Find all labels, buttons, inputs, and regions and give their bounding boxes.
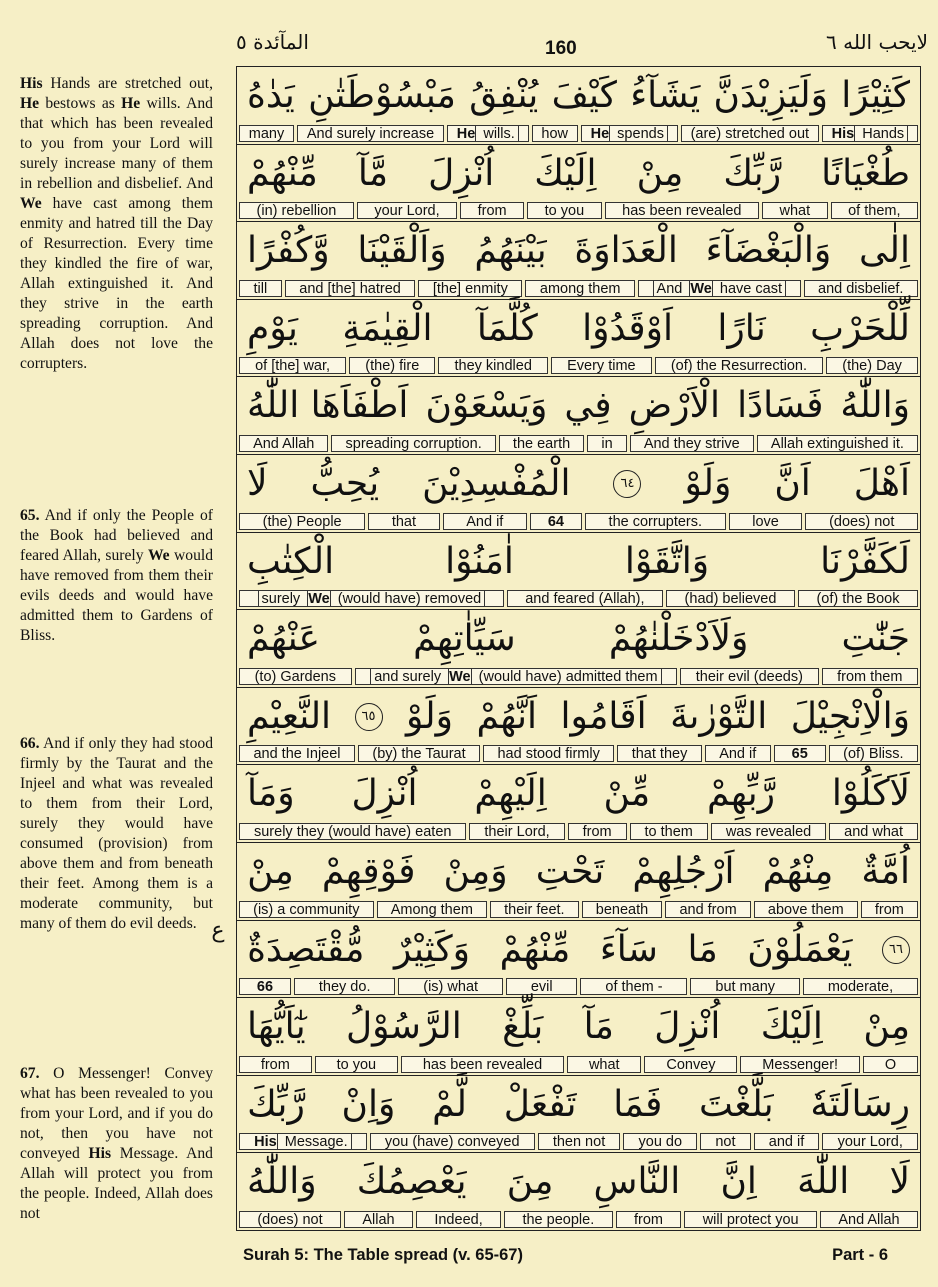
arabic-word: يَعْصِمُكَ [356, 1161, 467, 1203]
translation-line [237, 357, 920, 374]
arabic-word: لَكَفَّرْنَا [820, 540, 910, 582]
word-translation-cell: evil [506, 978, 578, 995]
word-translation-cell: but many [690, 978, 799, 995]
arabic-word: وَالْاِنْجِيْلَ [790, 695, 910, 737]
arabic-word: اِلَيْهِمْ [474, 773, 547, 815]
arabic-word: وَلَيَزِيْدَنَّ [713, 75, 828, 116]
grid-row [237, 843, 920, 921]
word-translation-cell: that they [617, 745, 701, 762]
word-translation-cell: from [460, 202, 524, 219]
text-segment: Message. And Allah will protect you from the people. Indeed, Allah does not [20, 1145, 213, 1222]
translation-line [237, 125, 920, 142]
word-translation-cell: and from [665, 901, 750, 918]
text-segment: wills. And that which has been revealed to you from your Lord will surely increase many of them in rebellion and disbelief. And [20, 95, 213, 192]
word-translation-cell: from [616, 1211, 682, 1228]
word-translation-cell: beneath [582, 901, 663, 918]
header-surah-name: المآئدة ٥ [236, 30, 309, 54]
word-translation-cell: to you [527, 202, 602, 219]
translation-line [237, 435, 920, 452]
word-translation-cell: of them - [580, 978, 687, 995]
arabic-word: الْاَرْضِ [628, 385, 721, 427]
word-translation-cell: of [the] war, [239, 357, 346, 374]
verse-65-translation [20, 506, 213, 646]
arabic-word: سَيِّاٰتِهِمْ [413, 618, 516, 660]
word-translation-cell: (by) the Taurat [358, 745, 480, 762]
grid-row [237, 1153, 920, 1231]
word-by-word-grid [236, 66, 921, 1231]
word-translation-cell: and if [754, 1133, 820, 1150]
word-translation-cell: (of) the Book [798, 590, 918, 607]
translation-line [237, 978, 920, 995]
word-translation-cell: moderate, [803, 978, 918, 995]
translation-line [237, 590, 920, 607]
word-translation-cell: (does) not [805, 513, 918, 530]
arabic-word: الْكِتٰبِ [247, 540, 335, 582]
arabic-word: مَّآ [357, 152, 389, 194]
arabic-word: مِنَ [506, 1161, 554, 1203]
arabic-line [237, 610, 920, 668]
arabic-word: لِّلْحَرْبِ [810, 307, 910, 349]
arabic-line [237, 145, 920, 203]
arabic-word: يَدٰهُ [247, 75, 295, 116]
arabic-word: اِلٰى [859, 230, 910, 272]
arabic-word: مَآ [583, 1006, 614, 1048]
word-translation-cell: And We have cast [638, 280, 800, 297]
arabic-word: وَمِنْ [443, 850, 508, 892]
grid-row [237, 377, 920, 455]
grid-row [237, 455, 920, 533]
arabic-word: يُحِبُّ [310, 462, 380, 504]
arabic-word: اَرْجُلِهِمْ [632, 850, 735, 892]
translation-line [237, 513, 920, 530]
grid-row [237, 688, 920, 766]
word-translation-cell: and disbelief. [804, 280, 919, 297]
word-translation-cell: (of) Bliss. [829, 745, 918, 762]
arabic-word: الرَّسُوْلُ [345, 1006, 462, 1048]
word-translation-cell: And Allah [820, 1211, 918, 1228]
word-translation-cell: you do [623, 1133, 697, 1150]
word-translation-cell: you (have) conveyed [370, 1133, 535, 1150]
word-translation-cell: that [368, 513, 439, 530]
arabic-word: رَّبِّكَ [247, 1083, 305, 1125]
word-translation-cell: and what [829, 823, 918, 840]
arabic-word: رَّبِّكَ [723, 152, 782, 194]
text-segment: would have removed from them their evils deeds and would have admitted them to Gardens of Bliss. [20, 547, 213, 644]
arabic-word: لَا [247, 462, 268, 504]
arabic-word: اِلَيْكَ [760, 1006, 823, 1048]
arabic-word: وَاتَّقَوْا [624, 540, 710, 582]
arabic-word: وَاِنْ [341, 1083, 396, 1125]
arabic-word: اُمَّةٌ [861, 850, 910, 892]
arabic-word: اَوْقَدُوْا [582, 307, 673, 349]
arabic-word: الْقِيٰمَةِ [342, 307, 433, 349]
arabic-word: الْعَدَاوَةَ [574, 230, 678, 272]
arabic-line [237, 222, 920, 280]
arabic-word: يَوْمِ [247, 307, 298, 349]
translation-line [237, 668, 920, 685]
arabic-word: مِنْ [247, 850, 294, 892]
word-translation-cell: your Lord, [822, 1133, 918, 1150]
arabic-word: التَّوْرٰىةَ [670, 695, 768, 737]
header-juz-name: لايحب الله ٦ [826, 30, 928, 54]
word-translation-cell: spreading corruption. [331, 435, 495, 452]
translation-line [237, 901, 920, 918]
word-translation-cell: and surely We (would have) admitted them [355, 668, 678, 685]
arabic-line [237, 688, 920, 746]
word-translation-cell: and feared (Allah), [507, 590, 663, 607]
word-translation-cell: the earth [499, 435, 584, 452]
arabic-word: مِّنْ [603, 773, 651, 815]
arabic-word: يُنْفِقُ [469, 75, 539, 116]
translation-line [237, 1211, 920, 1228]
arabic-word: اللّٰهَ [797, 1161, 850, 1203]
arabic-word: مُّقْتَصِدَةٌ [247, 928, 365, 970]
word-translation-cell: their evil (deeds) [680, 668, 818, 685]
word-translation-cell: had stood firmly [483, 745, 614, 762]
word-translation-cell: of them, [831, 202, 918, 219]
arabic-word: لَا [889, 1161, 910, 1203]
word-translation-cell: to you [315, 1056, 398, 1073]
word-translation-cell: surely they (would have) eaten [239, 823, 466, 840]
word-translation-cell: (does) not [239, 1211, 341, 1228]
word-translation-cell: has been revealed [401, 1056, 564, 1073]
footer-surah-title: Surah 5: The Table spread (v. 65-67) [243, 1246, 523, 1264]
arabic-line [237, 1076, 920, 1134]
text-segment: He [121, 95, 141, 112]
verse-67-translation [20, 1064, 213, 1224]
word-translation-cell: Allah extinguished it. [757, 435, 918, 452]
arabic-word: اَقَامُوا [560, 695, 647, 737]
verse-end-marker: ٦٥ [355, 703, 383, 731]
arabic-word: لَاَكَلُوْا [831, 773, 910, 815]
arabic-word: اَنَّ [774, 462, 811, 504]
arabic-word: مِنْ [863, 1006, 910, 1048]
word-translation-cell: they do. [294, 978, 395, 995]
word-translation-cell: Among them [377, 901, 487, 918]
arabic-line [237, 300, 920, 358]
grid-row [237, 67, 920, 145]
word-translation-cell: till [239, 280, 282, 297]
arabic-word: بَلَّغْتَ [698, 1083, 774, 1125]
arabic-word: وَالْبَغْضَآءَ [705, 230, 832, 272]
verse-66-translation [20, 734, 213, 934]
arabic-word: مِنْهُمْ [762, 850, 834, 892]
translation-line [237, 823, 920, 840]
word-translation-cell: (in) rebellion [239, 202, 354, 219]
arabic-line [237, 921, 920, 979]
arabic-word: وَكَثِيْرٌ [393, 928, 471, 970]
word-translation-cell: surely We (would have) removed [239, 590, 504, 607]
arabic-word: وَيَسْعَوْنَ [425, 385, 548, 427]
word-translation-cell: what [762, 202, 828, 219]
arabic-word: فَسَادًا [737, 385, 824, 427]
arabic-word: اَطْفَاَهَا اللّٰهُ [247, 385, 409, 427]
footer-part: Part - 6 [832, 1246, 888, 1264]
word-translation-cell: they kindled [438, 357, 548, 374]
arabic-word: رِسَالَتَهٗ [810, 1083, 910, 1125]
word-translation-cell: Convey [644, 1056, 737, 1073]
word-translation-cell: Indeed, [416, 1211, 501, 1228]
arabic-word: مِنْ [636, 152, 684, 194]
word-translation-cell: And if [443, 513, 527, 530]
arabic-word: اَنَّهُمْ [476, 695, 538, 737]
arabic-word: وَاللّٰهُ [840, 385, 910, 427]
grid-row [237, 300, 920, 378]
arabic-word: اُنْزِلَ [654, 1006, 721, 1048]
arabic-line [237, 998, 920, 1056]
word-translation-cell: Allah [344, 1211, 413, 1228]
translation-line [237, 202, 920, 219]
translation-line [237, 280, 920, 297]
arabic-word: بَيْنَهُمُ [474, 230, 547, 272]
verse-64-translation [20, 74, 213, 374]
grid-row [237, 998, 920, 1076]
word-translation-cell: to them [630, 823, 708, 840]
arabic-line [237, 843, 920, 901]
word-translation-cell: (are) stretched out [681, 125, 819, 142]
arabic-word: لَّمْ [432, 1083, 467, 1125]
text-segment: His [20, 75, 43, 92]
word-translation-cell: in [587, 435, 626, 452]
verse-end-marker: ٦٤ [613, 470, 641, 498]
word-translation-cell: (to) Gardens [239, 668, 352, 685]
arabic-word: فَوْقِهِمْ [321, 850, 416, 892]
arabic-word: اُنْزِلَ [351, 773, 418, 815]
word-translation-cell: then not [538, 1133, 621, 1150]
page-number: 160 [545, 38, 577, 59]
arabic-word: تَحْتِ [535, 850, 605, 892]
arabic-word: سَآءَ [599, 928, 658, 970]
arabic-word: مِّنْهُمْ [499, 928, 571, 970]
word-translation-cell: (is) what [398, 978, 503, 995]
arabic-word: جَنّٰتِ [841, 618, 910, 660]
word-translation-cell: what [567, 1056, 641, 1073]
word-translation-cell: O [863, 1056, 918, 1073]
ruku-mark: ع [211, 918, 225, 943]
arabic-word: بَلِّغْ [502, 1006, 544, 1048]
arabic-word: اِلَيْكَ [534, 152, 597, 194]
arabic-word: كَثِيْرًا [841, 75, 910, 116]
text-segment: 67. [20, 1065, 40, 1082]
arabic-word: رَّبِّهِمْ [707, 773, 775, 815]
word-translation-cell: (the) Day [826, 357, 918, 374]
arabic-word: فَمَا [613, 1083, 663, 1125]
grid-row [237, 533, 920, 611]
arabic-word: عَنْهُمْ [247, 618, 320, 660]
arabic-word: فِي [564, 385, 612, 427]
word-translation-cell: the corrupters. [585, 513, 726, 530]
arabic-word: وَلَوْ [684, 462, 732, 504]
word-translation-cell: will protect you [684, 1211, 817, 1228]
text-segment: He [20, 95, 40, 112]
text-segment: And if only they had stood firmly by the Taurat and the Injeel and what was revealed to them from their Lord, surely they would have consumed (provision) from above them and from beneath their feet. Among them is a moderate community, but many of them do evil deeds. [20, 735, 213, 932]
word-translation-cell: Every time [551, 357, 652, 374]
grid-row [237, 145, 920, 223]
verse-number-cell: 66 [239, 978, 291, 995]
arabic-word: اٰمَنُوْا [445, 540, 514, 582]
text-segment: Hands are stretched out, [42, 75, 213, 92]
arabic-word: الْمُفْسِدِيْنَ [422, 462, 571, 504]
arabic-word: يٰٓاَيُّهَا [247, 1006, 306, 1048]
arabic-word: وَلَاَدْخَلْنٰهُمْ [608, 618, 749, 660]
text-segment: bestows as [39, 95, 122, 112]
word-translation-cell: (had) believed [666, 590, 795, 607]
arabic-word: مِّنْهُمْ [247, 152, 318, 194]
arabic-line [237, 1153, 920, 1211]
word-translation-cell: And they strive [630, 435, 754, 452]
word-translation-cell: Messenger! [740, 1056, 860, 1073]
word-translation-cell: from [568, 823, 627, 840]
grid-row [237, 222, 920, 300]
arabic-word: تَفْعَلْ [503, 1083, 577, 1125]
arabic-word: وَلَوْ [406, 695, 453, 737]
arabic-word: اِنَّ [720, 1161, 757, 1203]
word-translation-cell: from them [822, 668, 918, 685]
text-segment: We [20, 195, 42, 212]
translation-line [237, 745, 920, 762]
arabic-word: وَمَآ [247, 773, 295, 815]
verse-number-cell: 65 [774, 745, 826, 762]
grid-row [237, 921, 920, 999]
word-translation-cell: [the] enmity [418, 280, 522, 297]
arabic-word: كَيْفَ [551, 75, 617, 116]
arabic-line [237, 533, 920, 591]
arabic-word: وَاَلْقَيْنَا [357, 230, 447, 272]
text-segment: And if only the People of the Book had believed and feared Allah, surely [20, 507, 213, 564]
verse-number-cell: 64 [530, 513, 582, 530]
arabic-word: مَا [687, 928, 718, 970]
word-translation-cell: above them [754, 901, 858, 918]
word-translation-cell: the people. [504, 1211, 613, 1228]
arabic-word: كُلَّمَآ [476, 307, 538, 349]
arabic-word: مَبْسُوْطَتٰنِ [308, 75, 456, 116]
word-translation-cell: how [532, 125, 578, 142]
word-translation-cell: and [the] hatred [285, 280, 416, 297]
text-segment: 66. [20, 735, 40, 752]
arabic-word: يَشَآءُ [630, 75, 701, 116]
word-translation-cell: was revealed [711, 823, 826, 840]
word-translation-cell: And Allah [239, 435, 328, 452]
word-translation-cell: (is) a community [239, 901, 374, 918]
word-translation-cell: their feet. [490, 901, 579, 918]
arabic-line [237, 765, 920, 823]
arabic-word: النَّاسِ [593, 1161, 681, 1203]
word-translation-cell: (the) fire [349, 357, 435, 374]
word-translation-cell: love [729, 513, 803, 530]
word-translation-cell: many [239, 125, 294, 142]
word-translation-cell: He spends [581, 125, 678, 142]
word-translation-cell: and the Injeel [239, 745, 355, 762]
translation-line [237, 1133, 920, 1150]
word-translation-cell: from [861, 901, 918, 918]
word-translation-cell: among them [525, 280, 635, 297]
word-translation-cell: His Hands [822, 125, 918, 142]
arabic-word: اُنْزِلَ [428, 152, 495, 194]
arabic-word: طُغْيَانًا [821, 152, 910, 194]
text-segment: His [88, 1145, 112, 1162]
arabic-word: وَّكُفْرًا [247, 230, 330, 272]
word-translation-cell: He wills. [447, 125, 529, 142]
arabic-word: النَّعِيْمِ [247, 695, 332, 737]
text-segment: 65. [20, 507, 40, 524]
translation-line [237, 1056, 920, 1073]
text-segment: have cast among them enmity and hatred till the Day of Resurrection. Every time they kindled the fire of war, Allah extinguished it. And they strive in the earth spreading corruption. And Allah does not love the corrupters. [20, 195, 213, 372]
arabic-line [237, 455, 920, 513]
text-segment: We [147, 547, 170, 564]
grid-row [237, 1076, 920, 1154]
grid-row [237, 765, 920, 843]
arabic-line [237, 67, 920, 125]
word-translation-cell: not [700, 1133, 750, 1150]
word-translation-cell: (of) the Resurrection. [655, 357, 823, 374]
word-translation-cell: from [239, 1056, 312, 1073]
word-translation-cell: And surely increase [297, 125, 444, 142]
arabic-word: اَهْلَ [853, 462, 910, 504]
arabic-line [237, 377, 920, 435]
word-translation-cell: has been revealed [605, 202, 759, 219]
text-segment: O Messenger! Convey what has been revealed to you from your Lord, and if you do not, then you have not conveyed [20, 1065, 213, 1162]
word-translation-cell: And if [705, 745, 771, 762]
grid-row [237, 610, 920, 688]
arabic-word: يَعْمَلُوْنَ [747, 928, 853, 970]
arabic-word: نَارًا [717, 307, 766, 349]
word-translation-cell: (the) People [239, 513, 365, 530]
verse-end-marker: ٦٦ [882, 936, 910, 964]
word-translation-cell: their Lord, [469, 823, 564, 840]
arabic-word: وَاللّٰهُ [247, 1161, 317, 1203]
word-translation-cell: your Lord, [357, 202, 457, 219]
word-translation-cell: His Message. [239, 1133, 367, 1150]
